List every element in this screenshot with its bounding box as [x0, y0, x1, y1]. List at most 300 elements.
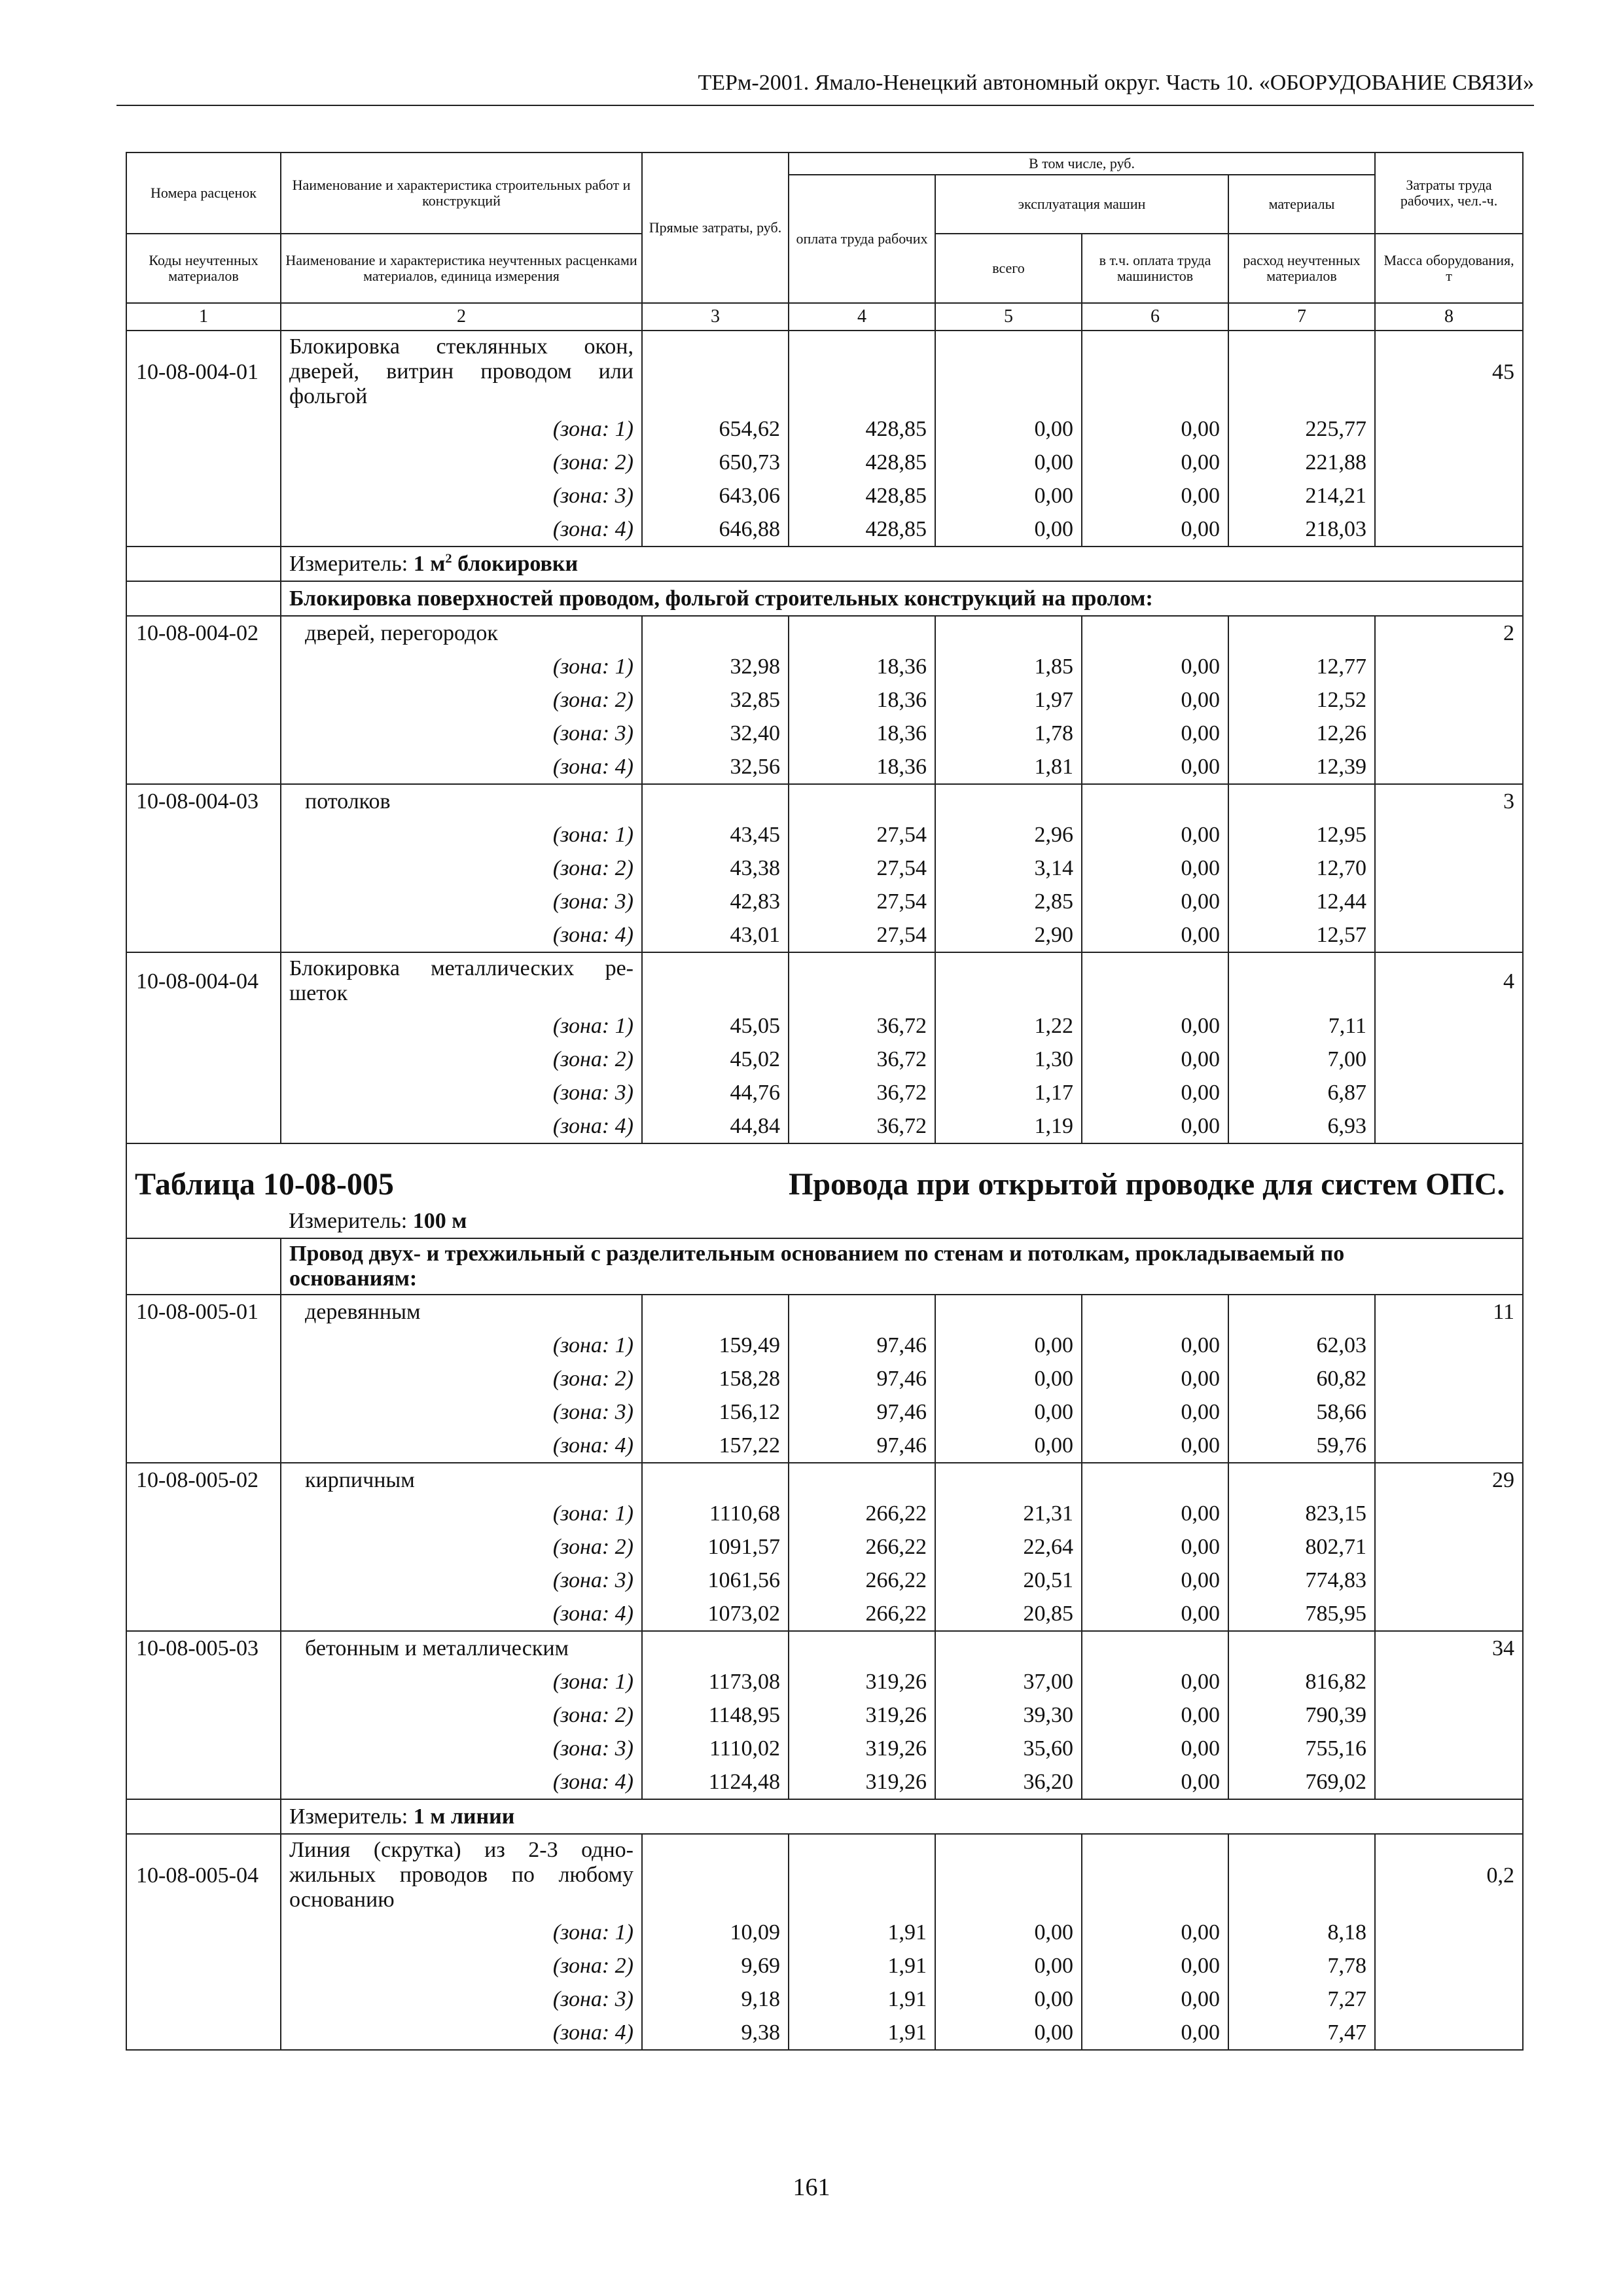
rate-name: бетонным и металлическим [281, 1631, 642, 1665]
zone-row [126, 683, 1523, 717]
labor-cost: 45 [1375, 331, 1523, 412]
materials-cost: 6,93 [1228, 1109, 1375, 1143]
machines-total: 0,00 [935, 412, 1082, 446]
zone-label: (зона: 3) [281, 885, 642, 918]
meter-row [126, 547, 1523, 581]
materials-cost: 774,83 [1228, 1564, 1375, 1597]
worker-pay: 27,54 [789, 885, 935, 918]
machines-total: 1,85 [935, 650, 1082, 683]
machinist-pay: 0,00 [1082, 918, 1228, 952]
col-header-machines: эксплуатация машин [935, 175, 1228, 234]
col-number: 7 [1228, 303, 1375, 331]
zone-row [126, 1043, 1523, 1076]
worker-pay: 266,22 [789, 1497, 935, 1530]
col-header-material-name: Наименование и характеристика неучтенных расценками материалов, единица измерения [281, 234, 642, 303]
worker-pay: 27,54 [789, 852, 935, 885]
materials-cost: 7,11 [1228, 1009, 1375, 1043]
machinist-pay: 0,00 [1082, 717, 1228, 750]
zone-label: (зона: 1) [281, 1665, 642, 1698]
machines-total: 1,17 [935, 1076, 1082, 1109]
direct-cost: 654,62 [642, 412, 789, 446]
machines-total: 0,00 [935, 1362, 1082, 1395]
worker-pay: 266,22 [789, 1597, 935, 1631]
running-header: ТЕРм-2001. Ямало-Ненецкий автономный округ. Часть 10. «ОБОРУДОВАНИЕ СВЯЗИ» [698, 71, 1534, 95]
machinist-pay: 0,00 [1082, 1732, 1228, 1765]
zone-row [126, 446, 1523, 479]
worker-pay: 428,85 [789, 479, 935, 512]
materials-cost: 823,15 [1228, 1497, 1375, 1530]
zone-label: (зона: 4) [281, 918, 642, 952]
zone-label: (зона: 1) [281, 1329, 642, 1362]
rate-code: 10-08-005-03 [126, 1631, 281, 1665]
machines-total: 0,00 [935, 1916, 1082, 1949]
materials-cost: 218,03 [1228, 512, 1375, 547]
materials-cost: 816,82 [1228, 1665, 1375, 1698]
worker-pay: 1,91 [789, 1982, 935, 2016]
zone-row [126, 650, 1523, 683]
machinist-pay: 0,00 [1082, 683, 1228, 717]
col-number: 3 [642, 303, 789, 331]
col-header-codes: Номера расценок [126, 152, 281, 234]
col-header-equipment-mass: Масса оборудования, т [1375, 234, 1523, 303]
worker-pay: 428,85 [789, 412, 935, 446]
direct-cost: 157,22 [642, 1429, 789, 1463]
materials-cost: 7,27 [1228, 1982, 1375, 2016]
zone-row [126, 918, 1523, 952]
direct-cost: 159,49 [642, 1329, 789, 1362]
worker-pay: 36,72 [789, 1009, 935, 1043]
rate-code: 10-08-005-02 [126, 1463, 281, 1497]
machines-total: 0,00 [935, 1329, 1082, 1362]
machines-total: 39,30 [935, 1698, 1082, 1732]
zone-label: (зона: 2) [281, 1043, 642, 1076]
materials-cost: 12,95 [1228, 818, 1375, 852]
col-number: 5 [935, 303, 1082, 331]
machinist-pay: 0,00 [1082, 1009, 1228, 1043]
machinist-pay: 0,00 [1082, 650, 1228, 683]
column-number-row [126, 303, 1523, 331]
zone-row [126, 1009, 1523, 1043]
zone-label: (зона: 3) [281, 1732, 642, 1765]
col-header-direct: Прямые затраты, руб. [642, 152, 789, 303]
worker-pay: 18,36 [789, 750, 935, 784]
worker-pay: 36,72 [789, 1109, 935, 1143]
machinist-pay: 0,00 [1082, 1665, 1228, 1698]
zone-row [126, 885, 1523, 918]
materials-cost: 12,57 [1228, 918, 1375, 952]
direct-cost: 1148,95 [642, 1698, 789, 1732]
machines-total: 1,22 [935, 1009, 1082, 1043]
machines-total: 1,97 [935, 683, 1082, 717]
zone-label: (зона: 2) [281, 446, 642, 479]
machinist-pay: 0,00 [1082, 885, 1228, 918]
meter-value: 100 м [412, 1209, 467, 1233]
worker-pay: 319,26 [789, 1732, 935, 1765]
materials-cost: 785,95 [1228, 1597, 1375, 1631]
zone-label: (зона: 3) [281, 1982, 642, 2016]
rate-name: кирпичным [281, 1463, 642, 1497]
machines-total: 3,14 [935, 852, 1082, 885]
direct-cost: 156,12 [642, 1395, 789, 1429]
meter-row [126, 1799, 1523, 1834]
rate-name: Блокировка металлических ре-шеток [281, 952, 642, 1009]
materials-cost: 12,44 [1228, 885, 1375, 918]
materials-cost: 6,87 [1228, 1076, 1375, 1109]
col-number: 4 [789, 303, 935, 331]
machinist-pay: 0,00 [1082, 1949, 1228, 1982]
zone-label: (зона: 1) [281, 1009, 642, 1043]
machinist-pay: 0,00 [1082, 1916, 1228, 1949]
zone-label: (зона: 3) [281, 1564, 642, 1597]
rate-name: Линия (скрутка) из 2-3 одно-жильных проводов по любому основанию [281, 1834, 642, 1916]
materials-cost: 7,78 [1228, 1949, 1375, 1982]
worker-pay: 97,46 [789, 1329, 935, 1362]
materials-cost: 59,76 [1228, 1429, 1375, 1463]
machines-total: 2,85 [935, 885, 1082, 918]
meter-exponent: 2 [445, 551, 452, 566]
zone-row [126, 1429, 1523, 1463]
machinist-pay: 0,00 [1082, 479, 1228, 512]
zone-row [126, 1982, 1523, 2016]
direct-cost: 32,40 [642, 717, 789, 750]
direct-cost: 643,06 [642, 479, 789, 512]
zone-label: (зона: 2) [281, 1362, 642, 1395]
labor-cost: 2 [1375, 616, 1523, 650]
labor-cost: 0,2 [1375, 1834, 1523, 1916]
machinist-pay: 0,00 [1082, 1395, 1228, 1429]
zone-label: (зона: 3) [281, 1076, 642, 1109]
machines-total: 2,96 [935, 818, 1082, 852]
worker-pay: 18,36 [789, 650, 935, 683]
meter-label: Измеритель: [289, 552, 408, 576]
worker-pay: 1,91 [789, 1949, 935, 1982]
direct-cost: 1091,57 [642, 1530, 789, 1564]
meter-unit: блокировки [457, 552, 579, 576]
col-number: 1 [126, 303, 281, 331]
meter-text [281, 1204, 1523, 1238]
worker-pay: 1,91 [789, 2016, 935, 2050]
machines-total: 37,00 [935, 1665, 1082, 1698]
materials-cost: 62,03 [1228, 1329, 1375, 1362]
machinist-pay: 0,00 [1082, 1530, 1228, 1564]
header-row-1 [126, 152, 1523, 175]
machines-total: 1,81 [935, 750, 1082, 784]
machinist-pay: 0,00 [1082, 1597, 1228, 1631]
rate-row [126, 1834, 1523, 1916]
direct-cost: 32,85 [642, 683, 789, 717]
machinist-pay: 0,00 [1082, 1564, 1228, 1597]
zone-label: (зона: 1) [281, 1916, 642, 1949]
materials-cost: 8,18 [1228, 1916, 1375, 1949]
zone-row [126, 1530, 1523, 1564]
zone-row [126, 1497, 1523, 1530]
machines-total: 35,60 [935, 1732, 1082, 1765]
machines-total: 0,00 [935, 1982, 1082, 2016]
materials-cost: 58,66 [1228, 1395, 1375, 1429]
zone-row [126, 2016, 1523, 2050]
machinist-pay: 0,00 [1082, 1765, 1228, 1799]
worker-pay: 97,46 [789, 1429, 935, 1463]
rate-name: потолков [281, 784, 642, 818]
col-number: 6 [1082, 303, 1228, 331]
table-title-row [126, 1143, 1523, 1204]
meter-value: 1 м линии [413, 1804, 515, 1829]
worker-pay: 18,36 [789, 683, 935, 717]
zone-row [126, 750, 1523, 784]
direct-cost: 646,88 [642, 512, 789, 547]
group-row [126, 1238, 1523, 1295]
zone-label: (зона: 2) [281, 852, 642, 885]
machinist-pay: 0,00 [1082, 1982, 1228, 2016]
meter-label: Измеритель: [289, 1804, 408, 1829]
machines-total: 1,78 [935, 717, 1082, 750]
direct-cost: 1124,48 [642, 1765, 789, 1799]
materials-cost: 12,52 [1228, 683, 1375, 717]
col-header-name: Наименование и характеристика строительных работ и конструкций [281, 152, 642, 234]
zone-row [126, 1109, 1523, 1143]
materials-cost: 60,82 [1228, 1362, 1375, 1395]
col-header-pay: оплата труда рабочих [789, 175, 935, 303]
machines-total: 0,00 [935, 2016, 1082, 2050]
direct-cost: 42,83 [642, 885, 789, 918]
direct-cost: 32,98 [642, 650, 789, 683]
materials-cost: 7,47 [1228, 2016, 1375, 2050]
machines-total: 0,00 [935, 1395, 1082, 1429]
zone-row [126, 818, 1523, 852]
direct-cost: 9,18 [642, 1982, 789, 2016]
machines-total: 1,19 [935, 1109, 1082, 1143]
rate-row [126, 784, 1523, 818]
zone-label: (зона: 3) [281, 717, 642, 750]
group-row [126, 581, 1523, 616]
rate-code: 10-08-004-03 [126, 784, 281, 818]
materials-cost: 7,00 [1228, 1043, 1375, 1076]
zone-row [126, 1765, 1523, 1799]
machinist-pay: 0,00 [1082, 750, 1228, 784]
zone-row [126, 1076, 1523, 1109]
zone-row [126, 479, 1523, 512]
machinist-pay: 0,00 [1082, 1698, 1228, 1732]
machines-total: 1,30 [935, 1043, 1082, 1076]
page-number: 161 [793, 2174, 830, 2201]
worker-pay: 319,26 [789, 1765, 935, 1799]
direct-cost: 45,02 [642, 1043, 789, 1076]
worker-pay: 97,46 [789, 1362, 935, 1395]
group-title: Провод двух- и трехжильный с разделительным основанием по стенам и потолкам, прокладываемый по основаниям: [281, 1238, 1523, 1295]
machines-total: 0,00 [935, 446, 1082, 479]
rate-row [126, 331, 1523, 412]
zone-row [126, 1395, 1523, 1429]
rate-code: 10-08-004-04 [126, 952, 281, 1009]
machines-total: 0,00 [935, 1429, 1082, 1463]
machinist-pay: 0,00 [1082, 1109, 1228, 1143]
direct-cost: 1061,56 [642, 1564, 789, 1597]
machinist-pay: 0,00 [1082, 852, 1228, 885]
direct-cost: 1110,68 [642, 1497, 789, 1530]
labor-cost: 29 [1375, 1463, 1523, 1497]
zone-row [126, 1329, 1523, 1362]
machines-total: 0,00 [935, 479, 1082, 512]
machinist-pay: 0,00 [1082, 412, 1228, 446]
zone-label: (зона: 4) [281, 1597, 642, 1631]
direct-cost: 32,56 [642, 750, 789, 784]
materials-cost: 12,39 [1228, 750, 1375, 784]
col-header-machines-total: всего [935, 234, 1082, 303]
zone-label: (зона: 2) [281, 683, 642, 717]
zone-label: (зона: 4) [281, 1765, 642, 1799]
meter-label: Измеритель: [289, 1209, 408, 1233]
materials-cost: 12,26 [1228, 717, 1375, 750]
zone-label: (зона: 1) [281, 650, 642, 683]
materials-cost: 755,16 [1228, 1732, 1375, 1765]
materials-cost: 225,77 [1228, 412, 1375, 446]
col-header-materials: материалы [1228, 175, 1375, 234]
zone-label: (зона: 4) [281, 1429, 642, 1463]
machines-total: 2,90 [935, 918, 1082, 952]
rate-code: 10-08-005-01 [126, 1295, 281, 1329]
table-title: Провода при открытой проводке для систем ОПС. [789, 1143, 1523, 1204]
worker-pay: 428,85 [789, 446, 935, 479]
col-header-labor: Затраты труда рабочих, чел.-ч. [1375, 152, 1523, 234]
labor-cost: 11 [1375, 1295, 1523, 1329]
machinist-pay: 0,00 [1082, 1362, 1228, 1395]
zone-row [126, 1597, 1523, 1631]
zone-label: (зона: 4) [281, 512, 642, 547]
machinist-pay: 0,00 [1082, 818, 1228, 852]
machinist-pay: 0,00 [1082, 1429, 1228, 1463]
rate-name: дверей, перегородок [281, 616, 642, 650]
direct-cost: 650,73 [642, 446, 789, 479]
col-header-material-use: расход неучтенных материалов [1228, 234, 1375, 303]
direct-cost: 44,76 [642, 1076, 789, 1109]
machinist-pay: 0,00 [1082, 1497, 1228, 1530]
price-table [126, 152, 1524, 2051]
machines-total: 20,51 [935, 1564, 1082, 1597]
zone-row [126, 1564, 1523, 1597]
col-number: 2 [281, 303, 642, 331]
zone-row [126, 1362, 1523, 1395]
col-header-machinist-pay: в т.ч. оплата труда машинистов [1082, 234, 1228, 303]
meter-value: 1 м [413, 552, 446, 576]
materials-cost: 802,71 [1228, 1530, 1375, 1564]
zone-row [126, 512, 1523, 547]
zone-label: (зона: 2) [281, 1949, 642, 1982]
meter-text [281, 1799, 1523, 1834]
col-header-including: В том числе, руб. [789, 152, 1375, 175]
direct-cost: 1110,02 [642, 1732, 789, 1765]
rate-code: 10-08-004-01 [126, 331, 281, 412]
worker-pay: 27,54 [789, 818, 935, 852]
worker-pay: 319,26 [789, 1665, 935, 1698]
zone-row [126, 717, 1523, 750]
zone-label: (зона: 3) [281, 1395, 642, 1429]
machinist-pay: 0,00 [1082, 2016, 1228, 2050]
direct-cost: 45,05 [642, 1009, 789, 1043]
machines-total: 36,20 [935, 1765, 1082, 1799]
machines-total: 20,85 [935, 1597, 1082, 1631]
table-number: Таблица 10-08-005 [126, 1143, 789, 1204]
zone-row [126, 1949, 1523, 1982]
rate-code: 10-08-004-02 [126, 616, 281, 650]
zone-label: (зона: 4) [281, 750, 642, 784]
materials-cost: 769,02 [1228, 1765, 1375, 1799]
worker-pay: 18,36 [789, 717, 935, 750]
worker-pay: 36,72 [789, 1076, 935, 1109]
direct-cost: 158,28 [642, 1362, 789, 1395]
machines-total: 22,64 [935, 1530, 1082, 1564]
rate-name: деревянным [281, 1295, 642, 1329]
rate-name: Блокировка стеклянных окон, дверей, витрин проводом или фольгой [281, 331, 642, 412]
rate-row [126, 1631, 1523, 1665]
labor-cost: 3 [1375, 784, 1523, 818]
direct-cost: 10,09 [642, 1916, 789, 1949]
rate-row [126, 616, 1523, 650]
machines-total: 21,31 [935, 1497, 1082, 1530]
direct-cost: 1073,02 [642, 1597, 789, 1631]
labor-cost: 34 [1375, 1631, 1523, 1665]
rate-code: 10-08-005-04 [126, 1834, 281, 1916]
materials-cost: 790,39 [1228, 1698, 1375, 1732]
direct-cost: 1173,08 [642, 1665, 789, 1698]
zone-label: (зона: 1) [281, 818, 642, 852]
rate-row [126, 1295, 1523, 1329]
direct-cost: 9,69 [642, 1949, 789, 1982]
machinist-pay: 0,00 [1082, 1329, 1228, 1362]
machinist-pay: 0,00 [1082, 512, 1228, 547]
rate-row [126, 1463, 1523, 1497]
machines-total: 0,00 [935, 512, 1082, 547]
meter-text [281, 547, 1523, 581]
zone-row [126, 1916, 1523, 1949]
zone-row [126, 1698, 1523, 1732]
direct-cost: 43,45 [642, 818, 789, 852]
worker-pay: 1,91 [789, 1916, 935, 1949]
zone-row [126, 1732, 1523, 1765]
worker-pay: 36,72 [789, 1043, 935, 1076]
direct-cost: 9,38 [642, 2016, 789, 2050]
zone-row [126, 852, 1523, 885]
worker-pay: 266,22 [789, 1564, 935, 1597]
machinist-pay: 0,00 [1082, 446, 1228, 479]
zone-row [126, 1665, 1523, 1698]
zone-row [126, 412, 1523, 446]
materials-cost: 214,21 [1228, 479, 1375, 512]
col-number: 8 [1375, 303, 1523, 331]
worker-pay: 428,85 [789, 512, 935, 547]
direct-cost: 43,38 [642, 852, 789, 885]
rate-row [126, 952, 1523, 1009]
worker-pay: 266,22 [789, 1530, 935, 1564]
zone-label: (зона: 1) [281, 412, 642, 446]
zone-label: (зона: 4) [281, 1109, 642, 1143]
col-header-material-codes: Коды неучтенных материалов [126, 234, 281, 303]
zone-label: (зона: 2) [281, 1698, 642, 1732]
zone-label: (зона: 3) [281, 479, 642, 512]
materials-cost: 221,88 [1228, 446, 1375, 479]
header-rule [116, 105, 1534, 106]
direct-cost: 43,01 [642, 918, 789, 952]
zone-label: (зона: 4) [281, 2016, 642, 2050]
group-title: Блокировка поверхностей проводом, фольгой строительных конструкций на пролом: [281, 581, 1523, 616]
machinist-pay: 0,00 [1082, 1043, 1228, 1076]
worker-pay: 27,54 [789, 918, 935, 952]
materials-cost: 12,70 [1228, 852, 1375, 885]
direct-cost: 44,84 [642, 1109, 789, 1143]
zone-label: (зона: 1) [281, 1497, 642, 1530]
machines-total: 0,00 [935, 1949, 1082, 1982]
worker-pay: 97,46 [789, 1395, 935, 1429]
meter-row [126, 1204, 1523, 1238]
